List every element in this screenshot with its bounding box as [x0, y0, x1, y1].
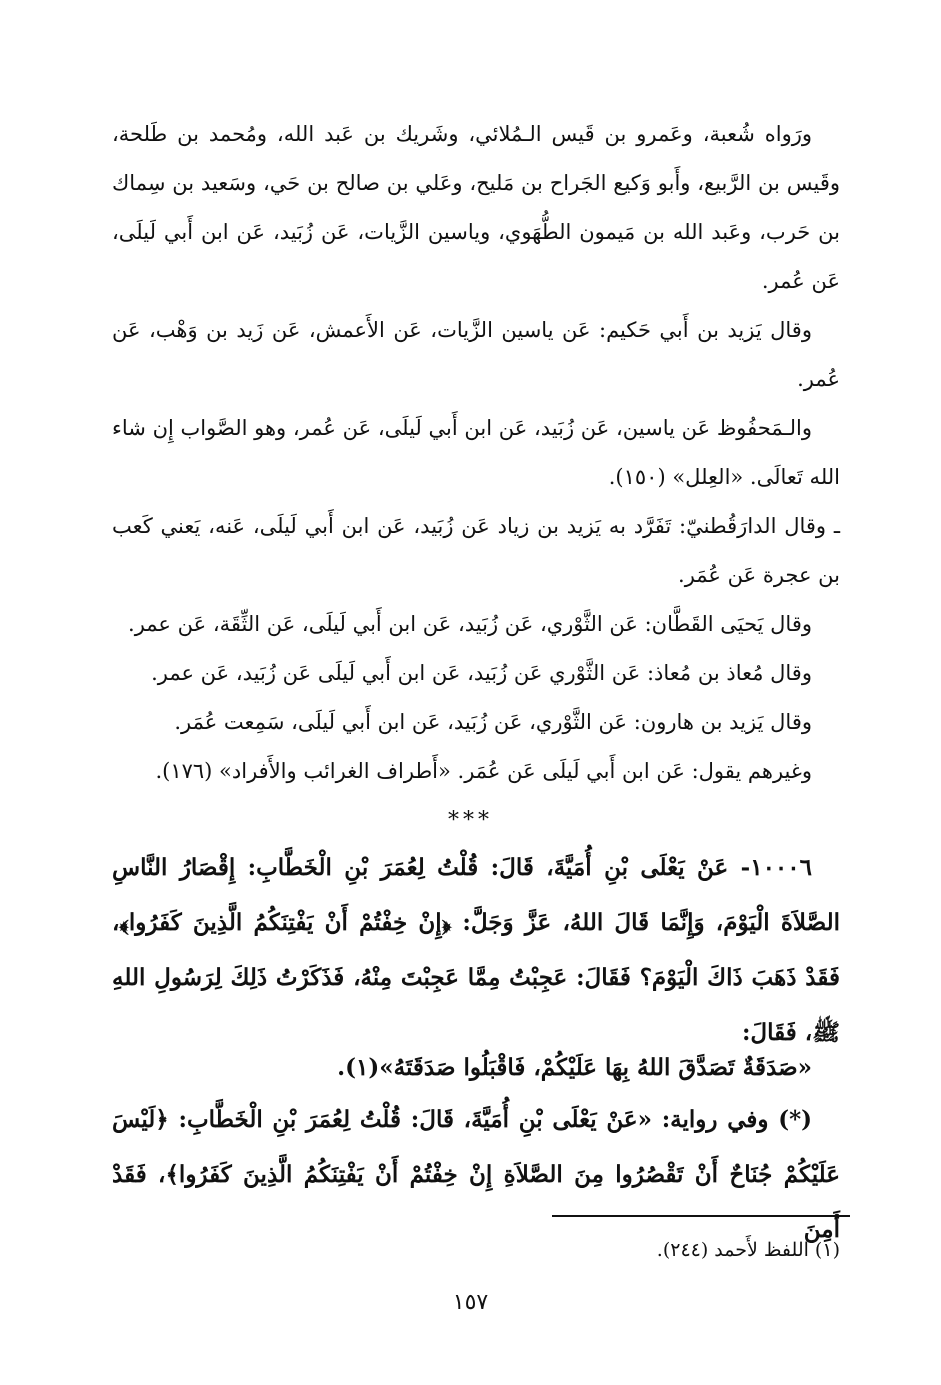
- paragraph-muadh: وقال مُعاذ بن مُعاذ: عَن الثَّوْري عَن زُبَيد، عَن ابن أَبي لَيلَى عَن زُبَيد، عَن عمر.: [151, 661, 812, 685]
- paragraph-mahfuz: والـمَحفُوظ عَن ياسين، عَن زُبَيد، عَن ابن أَبي لَيلَى، عَن عُمر، وهو الصَّواب إِن شاء الله تَعالَى. «العِلل» (١٥٠).: [112, 416, 840, 489]
- section-separator: ***: [448, 808, 493, 833]
- paragraph-yazid: وقال يَزيد بن أَبي حَكيم: عَن ياسين الزَّيات، عَن الأَعمش، عَن زَيد بن وَهْب، عَن عُمر.: [112, 318, 840, 391]
- paragraph-harun: وقال يَزيد بن هارون: عَن الثَّوْري، عَن زُبَيد، عَن ابن أَبي لَيلَى، سَمِعت عُمَر.: [174, 710, 812, 734]
- paragraph-qattan: وقال يَحيَى القَطَّان: عَن الثَّوْري، عَن زُبَيد، عَن ابن أَبي لَيلَى، عَن الثِّقَة، عَن عمر.: [128, 612, 812, 636]
- paragraph-daraqutni: ـ وقال الدارَقُطنيّ: تَفَرَّد به يَزيد بن زياد عَن زُبَيد، عَن ابن أَبي لَيلَى، عَنه، يَعني كَعب بن عجرة عَن عُمَر.: [112, 514, 840, 587]
- paragraph-narrators: ورَواه شُعبة، وعَمرو بن قَيس الـمُلائي، وشَريك بن عَبد الله، ومُحمد بن طَلحة، وقَيس بن الرَّبيع، وأَبو وَكيع الجَراح بن مَليح، وعَلي بن صالح بن حَي، وسَعيد بن سِماك بن حَرب، وعَبد الله بن مَيمون الطُّهَوي، وياسين الزَّيات، عَن زُبَيد، عَن ابن أَبي لَيلَى، عَن عُمر.: [112, 122, 840, 293]
- hadith-variant: (*) وفي رواية: «عَنْ يَعْلَى بْنِ أُمَيَّةَ، قَالَ: قُلْتُ لِعُمَرَ بْنِ الْخَطَّابِ: ﴿لَيْسَ عَلَيْكُمْ جُنَاحٌ أَنْ تَقْصُرُوا مِنَ الصَّلاَةِ إِنْ خِفْتُمْ أَنْ يَفْتِنَكُمُ الَّذِينَ كَفَرُوا﴾، فَقَدْ أَمِنَ: [112, 1106, 840, 1243]
- paragraph-others: وغيرهم يقول: عَن ابن أَبي لَيلَى عَن عُمَر. «أَطراف الغرائب والأَفراد» (١٧٦).: [155, 759, 812, 783]
- footnote: (١) اللفظ لأَحمد (٢٤٤).: [656, 1239, 840, 1261]
- page-number: ١٥٧: [452, 1290, 489, 1315]
- hadith-text: ١٠٠٠٦- عَنْ يَعْلَى بْنِ أُمَيَّةَ، قَالَ: قُلْتُ لِعُمَرَ بْنِ الْخَطَّابِ: إِقْصَارُ النَّاسِ الصَّلاَةَ الْيَوْمَ، وَإِنَّمَا قَالَ اللهُ، عَزَّ وَجَلَّ: ﴿إِنْ خِفْتُمْ أَنْ يَفْتِنَكُمُ الَّذِينَ كَفَرُوا﴾، فَقَدْ ذَهَبَ ذَاكَ الْيَوْمَ؟ فَقَالَ: عَجِبْتُ مِمَّا عَجِبْتَ مِنْهُ، فَذَكَرْتُ ذَلِكَ لِرَسُولِ اللهِ ﷺ، فَقَالَ:: [112, 854, 840, 1046]
- hadith-quote: «صَدَقَةٌ تَصَدَّقَ اللهُ بِهَا عَلَيْكُمْ، فَاقْبَلُوا صَدَقَتَهُ»(١).: [337, 1054, 812, 1081]
- footnote-divider: [552, 1215, 850, 1217]
